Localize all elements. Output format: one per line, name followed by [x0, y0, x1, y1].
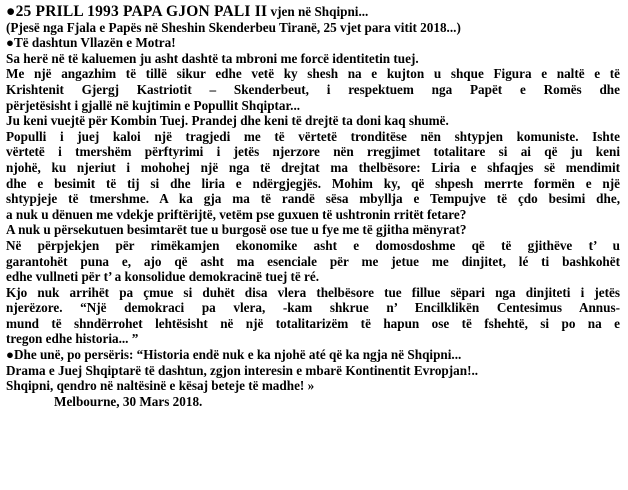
paragraph-line: A nuk u përsekutuen besimtarët tue u burgosë ose tue u fye me të gjitha mënyrat?: [6, 222, 467, 238]
paragraph-line: vërtetë i tmershëm përftyrimi i jetës njerzore nën rregjimet totalitare si ai që ju keni: [6, 144, 620, 160]
paragraph-5: [6, 238, 620, 285]
paragraph-line: garantohët puna e, ajo që asht ma esenciale për me jetue me dinjitet, lé ti bashkohët: [6, 253, 620, 269]
paragraph-line: njohë, ku njeriut i mohohej një nga të drejtat ma thelbësore: Liria e shfaqjes së mendimit: [6, 159, 620, 175]
paragraph-line: mund të shndërrohet lehtësisht në një totalitarizëm të hapun ose të fshehtë, si po na e: [6, 315, 620, 331]
paragraph-line: Populli i juej kaloi një tragjedi me të vërtetë tronditëse nën shtypjen komuniste. Ishte: [6, 128, 620, 144]
paragraph-line: Kjo nuk arrihët pa çmue si duhët disa vlera thelbësore tue fillue sëpari nga dinjiteti i jetës: [6, 284, 620, 300]
paragraph-7: [6, 347, 620, 394]
paragraph-line: Ju keni vuejtë për Kombin Tuej. Prandej dhe keni të drejtë ta doni kaq shumë.: [6, 113, 449, 129]
paragraph-6: [6, 285, 620, 347]
heading-title-tail: vjen në Shqipni...: [267, 4, 369, 19]
paragraph-2: [6, 66, 620, 113]
heading-subtitle: (Pjesë nga Fjala e Papës në Sheshin Skenderbeu Tiranë, 25 vjet para vitit 2018...): [6, 19, 461, 35]
paragraph-3: [6, 113, 620, 129]
paragraph-1: [6, 51, 620, 67]
paragraph-line: përjetësisht i gjallë në kujtimin e Popullit Shqiptar...: [6, 97, 301, 113]
paragraph-line: njerëzore. “Një demokraci pa vlera, -kam shkrue n’ Encilklikën Centesimus Annus-: [6, 300, 620, 316]
paragraph-line: Sa herë në të kaluemen ju asht dashtë ta mbroni me forcë identitetin tuej.: [6, 50, 419, 66]
paragraph-line: edhe vullneti për t’ a konsolidue demokracinë tuej të ré.: [6, 269, 320, 285]
paragraph-4: [6, 129, 620, 238]
paragraph-line: dhe e besimit të tij si dhe liria e ndërgjegjës. Mohim ky, që shpesh merrte formën e një: [6, 175, 620, 191]
signature-line: Melbourne, 30 Mars 2018.: [54, 393, 203, 409]
heading-title: 25 PRILL 1993 PAPA GJON PALI II: [15, 3, 268, 20]
paragraph-line: tregon edhe historia... ”: [6, 331, 139, 347]
paragraph-line: Krishtenit Gjergj Kastriotit – Skenderbeut, i respektuem nga Papët e Romës dhe: [6, 81, 620, 97]
paragraph-line: ●Dhe unë, po persëris: “Historia endë nuk e ka njohë até që ka ngja në Shqipni...: [6, 347, 462, 363]
paragraph-line: Shqipni, qendro në naltësinë e kësaj beteje të madhe! »: [6, 378, 315, 394]
document-body: [6, 4, 620, 409]
heading-line: [6, 4, 620, 20]
paragraph-line: shtypjeje të tmershme. A ka gja ma të randë sësa mbyllja e Tempujve të çdo besimi dhe,: [6, 191, 620, 207]
paragraph-line: Në përpjekjen për rimëkamjen ekonomike asht e domosdoshme që të gjithëve t’ u: [6, 237, 620, 253]
greeting-line: ●Të dashtun Vllazën e Motra!: [6, 35, 176, 51]
paragraph-line: Me një angazhim të tillë sikur edhe vetë ky shesh na e kujton u shque Figura e naltë e të: [6, 66, 620, 82]
paragraph-line: a nuk u dënuen me vdekje priftërijtë, vetëm pse guxuen të ushtronin rritët fetare?: [6, 206, 467, 222]
paragraph-line: Drama e Juej Shqiptarë të dashtun, zgjon interesin e mbarë Kontinentit Evropjan!..: [6, 362, 479, 378]
heading-bullet: ●: [6, 3, 16, 20]
